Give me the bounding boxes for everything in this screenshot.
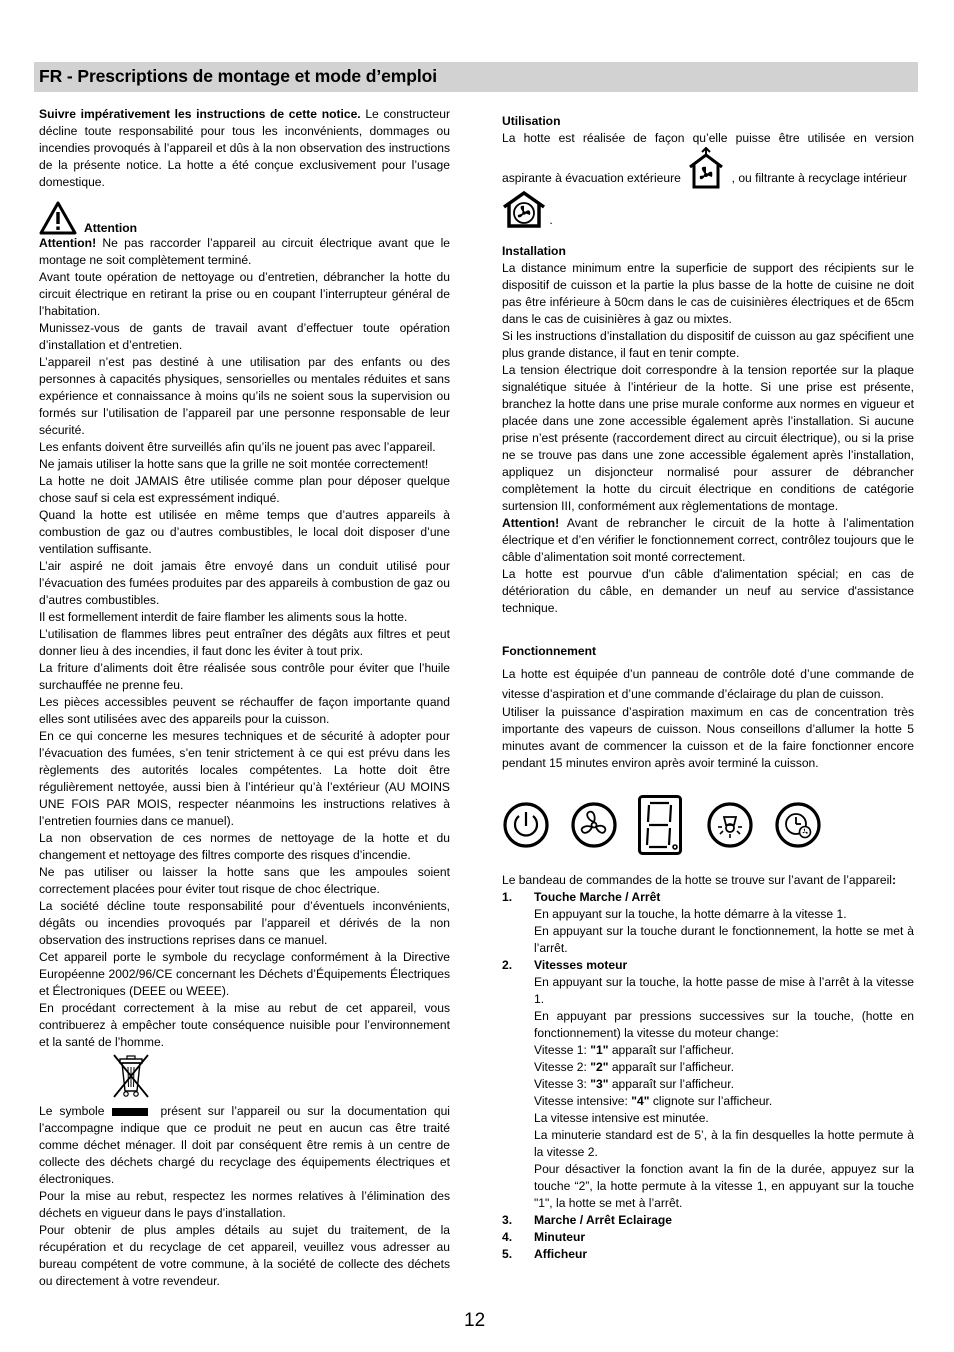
- safety-paragraph: La société décline toute responsabilité pour d’éventuels inconvénients, dégâts ou incendies provoqués par l’appareil et dérivés de la non observation des instructions reprises dans ce manuel.: [39, 899, 450, 947]
- step-line: La vitesse intensive est minutée.: [534, 1111, 709, 1125]
- step-line: La minuterie standard est de 5’, à la fin desquelles la hotte permute à la vitesse 2.: [534, 1128, 914, 1159]
- safety-paragraph: L’utilisation de flammes libres peut entraîner des dégâts aux filtres et peut donner lieu à des incendies, il faut donc les éviter à tout prix.: [39, 627, 450, 658]
- speed-text: apparaît sur l’afficheur.: [608, 1043, 734, 1057]
- step-heading: [502, 1246, 914, 1263]
- speed-value: "1": [590, 1043, 609, 1057]
- timer-button-icon: [774, 801, 822, 849]
- safety-paragraph: L’appareil n’est pas destiné à une utilisation par des enfants ou des personnes à capacités physiques, sensorielles ou mentales réduites et sans expérience et connaissance à moins qu’ils ne soient sous la supervision ou formés sur l’utilisation de l’appareil par une personne responsable de leur sécurité.: [39, 355, 450, 437]
- power-button-icon: [502, 801, 550, 849]
- step-title: Minuteur: [534, 1230, 586, 1244]
- step-number: 5.: [502, 1247, 513, 1261]
- extraction-house-fan-icon: [688, 147, 724, 189]
- safety-paragraph: Quand la hotte est utilisée en même temps que d’autres appareils à combustion de gaz ou d’autres combustibles, le local doit disposer d’une ventilation suffisante.: [39, 508, 450, 556]
- safety-paragraph: Les enfants doivent être surveillés afin qu’ils ne jouent pas avec l’appareil.: [39, 440, 436, 454]
- utilisation-text-2: , ou filtrante à recyclage intérieur: [731, 171, 908, 185]
- warning-triangle-icon: [39, 201, 77, 235]
- fonctionnement-paragraph: La hotte est équipée d’un panneau de contrôle doté d’une commande de vitesse d’aspiration et d’une commande d’éclairage du plan de cuisson.: [502, 667, 914, 701]
- safety-paragraph: La friture d’aliments doit être réalisée sous contrôle pour éviter que l’huile surchauffée ne prenne feu.: [39, 661, 450, 692]
- symbol-paragraph: [39, 1103, 450, 1188]
- recycling-icon-line: [502, 189, 914, 235]
- installation-paragraph: Si les instructions d’installation du dispositif de cuisson au gaz spécifient une plus grande distance, il faut en tenir compte.: [502, 329, 914, 360]
- right-column: [502, 113, 914, 1263]
- step-number: 3.: [502, 1213, 513, 1227]
- install-attention-text: Avant de rebrancher le circuit de la hotte à l’alimentation électrique et d’en vérifier le fonctionnement correct, contrôlez toujours que le câble d’alimentation soit monté correctement.: [502, 516, 914, 564]
- intro-paragraph: [39, 106, 450, 191]
- safety-paragraph: En ce qui concerne les mesures techniques et de sécurité à adopter pour l’évacuation des fumées, s’en tenir strictement à ce qui est prévu dans les règlements des autorités locales compétentes. La hotte doit être régulièrement nettoyée, aussi bien à l’intérieur qu’à l’extérieur (AU MOINS UNE FOIS PAR MOIS, respecter néanmoins les instructions relatives à l’entretien fournies dans ce manuel).: [39, 729, 450, 828]
- installation-heading: Installation: [502, 244, 566, 258]
- step-heading: [502, 957, 914, 974]
- attention-text: Ne pas raccorder l’appareil au circuit électrique avant que le montage ne soit complètement terminé.: [39, 236, 450, 267]
- speed-line: [534, 1076, 914, 1093]
- speed-value: "4": [631, 1094, 650, 1108]
- speed-label: Vitesse 3:: [534, 1077, 591, 1091]
- weee-symbol-row: [39, 1051, 450, 1103]
- utilisation-heading: Utilisation: [502, 114, 561, 128]
- black-bar-symbol: [112, 1108, 148, 1116]
- step-body: [502, 906, 914, 957]
- installation-paragraph: La tension électrique doit correspondre à la tension reportée sur la plaque signalétique située à l’intérieur de la hotte. Si une prise est présente, branchez la hotte dans une prise murale conforme aux normes en vigueur et placée dans une zone accessible également après l’installation. Si aucune prise n’est présente (raccordement direct au circuit électrique), ou si la prise ne se trouve pas dans une zone accessible également après l’installation, appliquez un disjoncteur normalisé pour assurer de débrancher complètement la hotte du circuit électrique en conditions de catégorie surtension III, conformément aux règlementations de montage.: [502, 363, 914, 513]
- step-number: 4.: [502, 1230, 513, 1244]
- utilisation-paragraph: [502, 130, 914, 187]
- speed-label: Vitesse 1:: [534, 1043, 591, 1057]
- page-number: 12: [464, 1310, 486, 1331]
- step-heading: [502, 1212, 914, 1229]
- recirculation-house-fan-icon: [502, 189, 546, 229]
- utilisation-end: .: [549, 213, 553, 227]
- panel-intro-text: Le bandeau de commandes de la hotte se trouve sur l’avant de l’appareil: [502, 873, 892, 887]
- step-number: 1.: [502, 890, 513, 904]
- attention-heading: [39, 199, 450, 235]
- speed-line: [534, 1059, 914, 1076]
- disposal-paragraph: Pour la mise au rebut, respectez les normes relatives à l’élimination des déchets en vigueur dans le pays d’installation.: [39, 1189, 450, 1220]
- step-title: Marche / Arrêt Eclairage: [534, 1213, 673, 1227]
- speed-line: [534, 1042, 914, 1059]
- fan-speed-button-icon: [570, 801, 618, 849]
- speed-label: Vitesse intensive:: [534, 1094, 632, 1108]
- speed-text: apparaît sur l’afficheur.: [608, 1077, 734, 1091]
- steps-list: [502, 889, 914, 1263]
- recycling-paragraph: Cet appareil porte le symbole du recyclage conformément à la Directive Européenne 2002/96/CE concernant les Déchets d’Équipements Électriques et Électroniques (DEEE ou WEEE).: [39, 950, 450, 998]
- safety-paragraph: Ne jamais utiliser la hotte sans que la grille ne soit montée correctement!: [39, 457, 429, 471]
- panel-intro: [502, 872, 914, 889]
- safety-paragraph: La non observation de ces normes de nettoyage de la hotte et du changement et nettoyage des filtres comporte des risques d’incendie.: [39, 831, 450, 862]
- step-body: [502, 974, 914, 1212]
- light-button-icon: [706, 801, 754, 849]
- intro-text: Le constructeur décline toute responsabilité pour tous les inconvénients, dommages ou incendies provoqués à l’appareil et dûs à la non observation des instructions de la présente notice. La hotte a été conçue exclusivement pour l’usage domestique.: [39, 107, 450, 189]
- step-line: En appuyant sur la touche durant le fonctionnement, la hotte se met à l’arrêt.: [534, 924, 914, 955]
- control-panel-illustration: [502, 794, 914, 856]
- safety-paragraph: Avant toute opération de nettoyage ou d’entretien, débrancher la hotte du circuit électrique en retirant la prise ou en coupant l’interrupteur général de l’habitation.: [39, 270, 450, 318]
- speed-text: clignote sur l’afficheur.: [649, 1094, 773, 1108]
- step-number: 2.: [502, 958, 513, 972]
- utilisation-text: La hotte est réalisée de façon qu’elle puisse être utilisée en version aspirante à évacuation extérieure: [502, 131, 914, 185]
- fonctionnement-paragraph: Utiliser la puissance d’aspiration maximum en cas de concentration très importante des vapeurs de cuisson. Nous conseillons d’allumer la hotte 5 minutes avant de commencer la cuisson et de la faire fonctionner encore pendant 15 minutes environ après avoir terminé la cuisson.: [502, 705, 914, 770]
- fonctionnement-heading: Fonctionnement: [502, 644, 597, 658]
- safety-paragraph: Les pièces accessibles peuvent se réchauffer de façon importante quand elles sont utilisées avec des appareils pour la cuisson.: [39, 695, 450, 726]
- safety-paragraph: La hotte ne doit JAMAIS être utilisée comme plan pour déposer quelque chose sauf si cela est expressément indiqué.: [39, 474, 450, 505]
- intro-bold: Suivre impérativement les instructions de cette notice.: [39, 107, 361, 121]
- symbol-start: Le symbole: [39, 1104, 105, 1118]
- seven-segment-display-icon: [638, 795, 682, 855]
- installation-attention: [502, 515, 914, 566]
- step-heading: [502, 889, 914, 906]
- speed-line: [534, 1093, 914, 1110]
- attention-paragraph: [39, 235, 450, 269]
- speed-value: "2": [590, 1060, 609, 1074]
- step-line: En appuyant sur la touche, la hotte passe de mise à l’arrêt à la vitesse 1.: [534, 975, 914, 1006]
- safety-paragraph: Munissez-vous de gants de travail avant d’effectuer toute opération d’installation et d’entretien.: [39, 321, 450, 352]
- spacer: [502, 235, 914, 243]
- disposal-paragraph: Pour obtenir de plus amples détails au sujet du traitement, de la récupération et du recyclage de cet appareil, veuillez vous adresser au bureau compétent de votre commune, à la société de collecte des déchets ou directement à votre revendeur.: [39, 1223, 450, 1288]
- step-line: En appuyant sur la touche, la hotte démarre à la vitesse 1.: [534, 907, 847, 921]
- step-heading: [502, 1229, 914, 1246]
- step-line: En appuyant par pressions successives sur la touche, (hotte en fonctionnement) la vitesse du moteur change:: [534, 1009, 914, 1040]
- step-title: Touche Marche / Arrêt: [534, 890, 661, 904]
- installation-paragraph: La distance minimum entre la superficie de support des récipients sur le dispositif de cuisson et la partie la plus basse de la hotte de cuisine ne doit pas être inférieure à 50cm dans le cas de cuisinières électriques et de 65cm dans le cas de cuisinières à gaz ou mixtes.: [502, 261, 914, 326]
- weee-crossed-bin-icon: [109, 1051, 153, 1099]
- safety-paragraph: Il est formellement interdit de faire flamber les aliments sous la hotte.: [39, 610, 408, 624]
- recycling-paragraph: En procédant correctement à la mise au rebut de cet appareil, vous contribuerez à empêcher toute conséquence nuisible pour l’environnement et la santé de l’homme.: [39, 1001, 450, 1049]
- step-title: Vitesses moteur: [534, 958, 628, 972]
- safety-paragraph: L’air aspiré ne doit jamais être envoyé dans un conduit utilisé pour l’évacuation des fumées produites par des appareils à combustion de gaz ou d’autres combustibles.: [39, 559, 450, 607]
- attention-label: Attention: [84, 221, 138, 235]
- install-attention-bold: Attention!: [502, 516, 560, 530]
- speed-text: apparaît sur l’afficheur.: [608, 1060, 734, 1074]
- page-title: FR - Prescriptions de montage et mode d’emploi: [39, 66, 437, 86]
- attention-bold: Attention!: [39, 236, 97, 250]
- step-line: Pour désactiver la fonction avant la fin de la durée, appuyez sur la touche “2”, la hotte permute à la vitesse 1, en appuyant sur la touche "1", la hotte se met à l’arrêt.: [534, 1162, 914, 1210]
- left-column: [39, 106, 450, 1290]
- section-header: [34, 62, 918, 92]
- panel-intro-colon: :: [891, 873, 896, 887]
- speed-value: "3": [590, 1077, 609, 1091]
- spacer: [502, 617, 914, 643]
- step-title: Afficheur: [534, 1247, 588, 1261]
- safety-paragraph: Ne pas utiliser ou laisser la hotte sans que les ampoules soient correctement placées pour éviter tout risque de choc électrique.: [39, 865, 450, 896]
- symbol-text: présent sur l’appareil ou sur la documentation qui l’accompagne indique que ce produit ne peut en aucun cas être traité comme déchet ménager. Il doit par conséquent être remis à un centre de collecte des déchets chargé du recyclage des équipements électriques et électroniques.: [39, 1104, 450, 1186]
- installation-cable: La hotte est pourvue d'un câble d'alimentation spécial; en cas de détérioration du câble, en demander un neuf au service d'assistance technique.: [502, 567, 914, 615]
- speed-label: Vitesse 2:: [534, 1060, 591, 1074]
